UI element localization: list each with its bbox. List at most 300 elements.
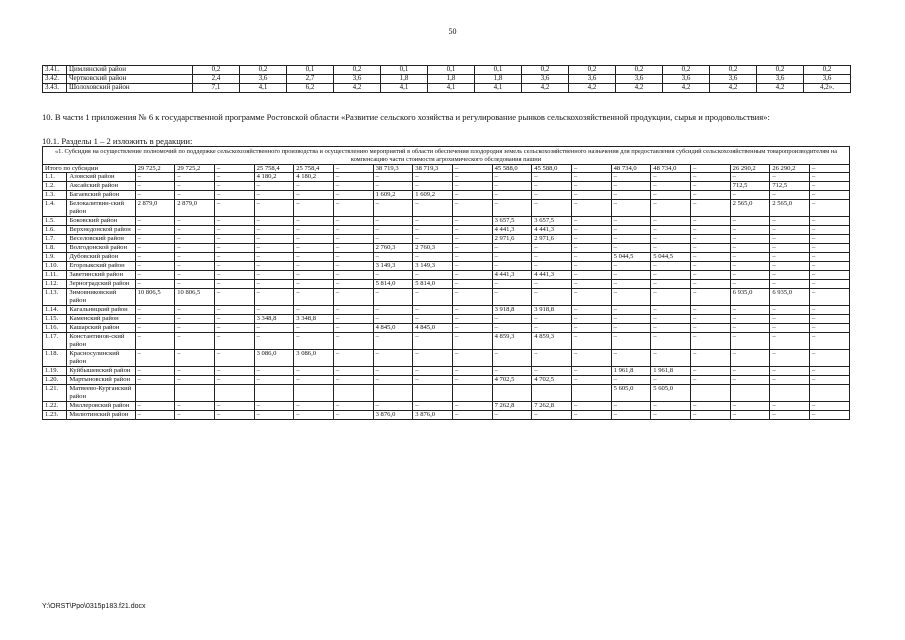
table-cell: – [571, 402, 611, 411]
district-name: Азовский район [67, 173, 135, 182]
table-cell: 2 879,0 [175, 200, 215, 217]
table-cell: – [294, 253, 334, 262]
table-cell: – [373, 271, 413, 280]
table-cell: – [770, 411, 810, 420]
table-cell: – [651, 262, 691, 271]
amendment-paragraph: 10. В части 1 приложения № 6 к государственной программе Ростовской области «Развитие сельского хозяйства и регулирование рынков сельскохозяйственной продукции, сырья и продовольствия»: [42, 112, 770, 122]
table-cell: – [413, 253, 453, 262]
table-cell: – [175, 280, 215, 289]
table-cell: 45 588,0 [532, 165, 572, 173]
table-cell: 0,2 [710, 66, 757, 75]
table-cell: – [611, 226, 651, 235]
table-cell: – [452, 350, 492, 367]
table-cell: – [730, 315, 770, 324]
table-cell: – [651, 376, 691, 385]
table-cell: – [690, 262, 730, 271]
table-cell: – [373, 315, 413, 324]
table-cell: – [532, 280, 572, 289]
table-cell: 38 719,3 [413, 165, 453, 173]
table-cell: 3,6 [663, 75, 710, 84]
row-number: 1.23. [43, 411, 67, 420]
table-cell: – [135, 226, 175, 235]
district-name: Кагальницкий район [67, 306, 135, 315]
table-cell: – [809, 244, 849, 253]
table-cell: – [413, 182, 453, 191]
table-cell: – [135, 324, 175, 333]
table-cell: – [333, 289, 373, 306]
row-number: 1.18. [43, 350, 67, 367]
row-number: 1.2. [43, 182, 67, 191]
district-name: Зерноградский район [67, 280, 135, 289]
table-cell: – [571, 367, 611, 376]
table-cell: – [690, 253, 730, 262]
table-cell: – [492, 173, 532, 182]
table-cell: – [611, 262, 651, 271]
table-cell [730, 385, 770, 402]
table-cell: 3,6 [522, 75, 569, 84]
table-row [43, 376, 850, 385]
table-cell: – [809, 306, 849, 315]
table-cell: 6,2 [287, 84, 334, 93]
table-cell: – [809, 315, 849, 324]
table-cell: – [294, 226, 334, 235]
table-cell: – [214, 402, 254, 411]
table-row [43, 244, 850, 253]
table-cell: – [214, 289, 254, 306]
table-cell: – [571, 173, 611, 182]
table-cell: – [770, 226, 810, 235]
table-cell: – [730, 253, 770, 262]
table-cell [492, 385, 532, 402]
table-cell: 48 734,0 [611, 165, 651, 173]
table-cell: – [492, 182, 532, 191]
table-cell: – [492, 280, 532, 289]
district-name: Цимлянский район [67, 66, 193, 75]
table-cell: – [373, 235, 413, 244]
table-cell: 5 814,0 [413, 280, 453, 289]
table-cell: 4,2 [334, 84, 381, 93]
table-cell: – [175, 315, 215, 324]
table-cell: – [333, 324, 373, 333]
table-cell: – [492, 191, 532, 200]
table-cell: 2 879,0 [135, 200, 175, 217]
table-cell: – [175, 271, 215, 280]
table-cell: – [254, 376, 294, 385]
table-cell: – [373, 306, 413, 315]
table-row [43, 306, 850, 315]
table-cell: – [135, 333, 175, 350]
table-cell: – [571, 289, 611, 306]
table-cell: – [730, 280, 770, 289]
table-cell: – [214, 333, 254, 350]
table-cell: – [452, 244, 492, 253]
table-cell: 1,8 [428, 75, 475, 84]
table-cell: – [373, 376, 413, 385]
page-number: 50 [448, 27, 457, 36]
table-cell: – [532, 244, 572, 253]
table-cell: 0,2 [663, 66, 710, 75]
table-cell: – [651, 200, 691, 217]
table-cell: – [809, 367, 849, 376]
table-cell: – [809, 191, 849, 200]
table-cell: 3 918,8 [492, 306, 532, 315]
table-row [43, 217, 850, 226]
table-cell: 0,1 [287, 66, 334, 75]
table-row [43, 235, 850, 244]
table-cell: – [571, 376, 611, 385]
table-cell: 26 290,2 [770, 165, 810, 173]
table-cell: – [651, 324, 691, 333]
table-cell: – [413, 350, 453, 367]
table-cell: – [532, 324, 572, 333]
table-cell: – [333, 262, 373, 271]
table-cell: – [254, 182, 294, 191]
table-cell: 4 702,5 [532, 376, 572, 385]
table-cell: – [730, 271, 770, 280]
table-cell: – [690, 271, 730, 280]
table-cell: – [690, 200, 730, 217]
table-cell [452, 385, 492, 402]
table-cell: – [611, 182, 651, 191]
table-cell: – [294, 217, 334, 226]
table-cell: 29 725,2 [175, 165, 215, 173]
table-cell: – [214, 200, 254, 217]
table-cell: – [730, 376, 770, 385]
table-cell: 3,6 [569, 75, 616, 84]
table-cell [254, 385, 294, 402]
table-cell: 0,2 [616, 66, 663, 75]
table-cell: – [254, 324, 294, 333]
district-name: Чертковский район [67, 75, 193, 84]
table-cell: – [611, 289, 651, 306]
table-cell: – [571, 350, 611, 367]
table-cell: – [135, 217, 175, 226]
table-cell: 3 876,0 [413, 411, 453, 420]
table-cell: – [532, 191, 572, 200]
table-cell: – [175, 324, 215, 333]
table-cell: – [492, 324, 532, 333]
table-cell: – [809, 262, 849, 271]
table-cell: – [294, 376, 334, 385]
table-cell: 4 441,3 [532, 271, 572, 280]
table-cell [373, 385, 413, 402]
table-cell: 4 441,3 [492, 226, 532, 235]
table-cell: – [452, 411, 492, 420]
table-cell [413, 385, 453, 402]
table-cell: – [611, 315, 651, 324]
table-cell: – [452, 217, 492, 226]
table-cell: 0,2 [804, 66, 851, 75]
table-cell: – [809, 182, 849, 191]
table-cell: – [611, 411, 651, 420]
table-row [43, 280, 850, 289]
table-cell: – [770, 333, 810, 350]
table-cell: – [651, 306, 691, 315]
table-cell: – [333, 306, 373, 315]
table-cell: – [175, 376, 215, 385]
table-cell: – [532, 289, 572, 306]
table-cell: – [770, 173, 810, 182]
table-cell: – [135, 173, 175, 182]
table-cell: – [809, 217, 849, 226]
table-row [43, 411, 850, 420]
district-name: Верхнедонской район [67, 226, 135, 235]
table-cell: – [452, 173, 492, 182]
table-cell: – [651, 280, 691, 289]
table-cell [532, 385, 572, 402]
table-cell: – [333, 244, 373, 253]
table-cell: – [452, 253, 492, 262]
table-cell: – [611, 173, 651, 182]
table-cell: 3 086,0 [254, 350, 294, 367]
table-cell: – [135, 262, 175, 271]
table-cell: – [770, 280, 810, 289]
table-cell: – [690, 182, 730, 191]
table-cell: 7,1 [193, 84, 240, 93]
table-cell: – [809, 165, 849, 173]
table-cell: – [452, 402, 492, 411]
table-row [43, 182, 850, 191]
row-number: 1.19. [43, 367, 67, 376]
table-cell: – [452, 324, 492, 333]
table-cell: 1 609,2 [413, 191, 453, 200]
table-cell: 4 441,3 [532, 226, 572, 235]
table-cell: – [690, 315, 730, 324]
table-cell: – [809, 333, 849, 350]
table-cell: – [214, 306, 254, 315]
row-number: 3.41. [43, 66, 67, 75]
table-cell: – [611, 350, 651, 367]
table-cell: – [492, 262, 532, 271]
table-cell: – [294, 306, 334, 315]
row-number: 1.14. [43, 306, 67, 315]
table-cell: 1,8 [475, 75, 522, 84]
table-cell: 25 758,4 [294, 165, 334, 173]
table-cell: – [413, 226, 453, 235]
table-cell: 48 734,0 [651, 165, 691, 173]
table-cell: 4 441,3 [492, 271, 532, 280]
table-cell: – [571, 253, 611, 262]
table-cell: – [452, 289, 492, 306]
table-cell: 2 760,3 [373, 244, 413, 253]
table-cell: – [532, 315, 572, 324]
file-path-footer: Y:\ORST\Ppo\0315p183.f21.docx [42, 603, 146, 610]
table-cell: 2 971,6 [492, 235, 532, 244]
table-cell: 1,8 [381, 75, 428, 84]
table-cell: – [690, 217, 730, 226]
table-cell: – [413, 200, 453, 217]
table-cell: – [214, 235, 254, 244]
table-cell: 4,1 [240, 84, 287, 93]
table-cell: – [492, 253, 532, 262]
table-cell: – [135, 350, 175, 367]
table-cell: 5 044,5 [611, 253, 651, 262]
table-row [43, 315, 850, 324]
table-cell: – [175, 182, 215, 191]
table-cell: 3 149,3 [413, 262, 453, 271]
table-cell: – [809, 289, 849, 306]
table-cell: 3 918,8 [532, 306, 572, 315]
table-cell: 38 719,3 [373, 165, 413, 173]
table-cell: – [135, 367, 175, 376]
table-cell: – [611, 333, 651, 350]
table-cell: 0,2 [569, 66, 616, 75]
table-row [43, 226, 850, 235]
table-cell: 0,2 [522, 66, 569, 75]
row-number: 1.3. [43, 191, 67, 200]
row-number: 1.12. [43, 280, 67, 289]
table-cell: – [770, 376, 810, 385]
district-name: Шолоховский район [67, 84, 193, 93]
table-cell: – [809, 324, 849, 333]
table-cell: 4,2 [569, 84, 616, 93]
table-row [43, 271, 850, 280]
table-cell: – [452, 165, 492, 173]
table-cell: 6 935,0 [730, 289, 770, 306]
row-number: 1.7. [43, 235, 67, 244]
table-cell: – [294, 191, 334, 200]
table-cell: – [135, 306, 175, 315]
table-cell: – [175, 173, 215, 182]
table-row [43, 84, 851, 93]
table-cell: – [333, 333, 373, 350]
table-cell: – [135, 280, 175, 289]
amendment-subparagraph: 10.1. Разделы 1 – 2 изложить в редакции: [42, 136, 193, 146]
table-cell: – [333, 376, 373, 385]
table-cell: – [333, 402, 373, 411]
table-cell: – [254, 200, 294, 217]
table-cell: – [809, 173, 849, 182]
table-cell: – [730, 226, 770, 235]
table-cell: – [532, 182, 572, 191]
table-row [43, 200, 850, 217]
table-cell: – [214, 165, 254, 173]
table-cell: – [730, 324, 770, 333]
table-cell: – [135, 315, 175, 324]
table-cell: – [214, 324, 254, 333]
table-cell: – [254, 306, 294, 315]
table-cell: – [571, 280, 611, 289]
table-cell: – [809, 253, 849, 262]
table-cell [135, 385, 175, 402]
table-cell: – [175, 191, 215, 200]
district-name: Аксайский район [67, 182, 135, 191]
row-number: 1.20. [43, 376, 67, 385]
table-cell: 3 657,5 [492, 217, 532, 226]
table-cell: – [690, 350, 730, 367]
table-cell: – [333, 315, 373, 324]
table-cell: – [413, 173, 453, 182]
table-cell: – [532, 200, 572, 217]
table-cell: 6 935,0 [770, 289, 810, 306]
table-cell: – [651, 333, 691, 350]
table-cell: – [690, 165, 730, 173]
table-cell: – [214, 367, 254, 376]
table-cell: – [175, 262, 215, 271]
row-number: 1.15. [43, 315, 67, 324]
table-cell: – [532, 253, 572, 262]
table-cell: 1 609,2 [373, 191, 413, 200]
table-cell: 5 044,5 [651, 253, 691, 262]
district-name: Боковский район [67, 217, 135, 226]
total-label: Итого по субсидии [43, 165, 136, 173]
table-cell: – [651, 191, 691, 200]
table-cell: – [254, 217, 294, 226]
table-cell: – [333, 173, 373, 182]
table-cell: – [690, 306, 730, 315]
table-cell: – [690, 191, 730, 200]
table-cell: 712,5 [730, 182, 770, 191]
table-cell: – [452, 333, 492, 350]
table-cell: – [571, 324, 611, 333]
table-cell: – [333, 253, 373, 262]
table-cell: – [214, 182, 254, 191]
table-cell: – [809, 226, 849, 235]
row-number: 1.22. [43, 402, 67, 411]
table-cell: – [690, 367, 730, 376]
district-name: Мартыновский район [67, 376, 135, 385]
table-cell: – [730, 411, 770, 420]
table-cell: – [413, 217, 453, 226]
table-cell: – [730, 350, 770, 367]
row-number: 1.6. [43, 226, 67, 235]
table-cell: 4 180,2 [294, 173, 334, 182]
district-name: Константинов-ский район [67, 333, 135, 350]
section-header: «1. Субсидия на осуществление полномочий по поддержке сельскохозяйственного производства и осуществлению мероприятий в области обеспечения плодородия земель сельскохозяйственного назначения для предоставления субсидий сельскохозяйственным товаропроизводителям на компенсацию части стоимости агрохимического обследования пашни [43, 147, 850, 165]
table-cell: – [571, 200, 611, 217]
table-cell: 4,2 [522, 84, 569, 93]
table-cell: – [373, 333, 413, 350]
table-cell: – [770, 324, 810, 333]
table-cell [214, 385, 254, 402]
section-header-row [43, 147, 850, 165]
table-cell: 4,1 [475, 84, 522, 93]
subsidy-table [42, 146, 850, 420]
district-name: Зимовниковский район [67, 289, 135, 306]
continued-table [42, 65, 851, 93]
table-cell: 26 290,2 [730, 165, 770, 173]
table-cell: – [611, 280, 651, 289]
row-number: 3.43. [43, 84, 67, 93]
table-cell: – [690, 235, 730, 244]
table-row [43, 402, 850, 411]
table-cell: – [214, 253, 254, 262]
table-cell: – [175, 402, 215, 411]
table-cell: – [452, 226, 492, 235]
table-cell: 1 961,8 [651, 367, 691, 376]
table-cell: 0,2 [193, 66, 240, 75]
table-cell: – [492, 411, 532, 420]
table-cell: – [809, 235, 849, 244]
table-cell: 2 565,0 [770, 200, 810, 217]
table-cell: – [135, 235, 175, 244]
table-cell: – [730, 306, 770, 315]
table-cell: – [770, 244, 810, 253]
table-cell: – [690, 411, 730, 420]
table-cell: – [333, 235, 373, 244]
row-number: 1.1. [43, 173, 67, 182]
table-cell: 3 149,3 [373, 262, 413, 271]
table-row [43, 262, 850, 271]
table-cell: – [373, 367, 413, 376]
table-cell: 4,2 [663, 84, 710, 93]
table-cell: 3,6 [334, 75, 381, 84]
table-cell: – [730, 262, 770, 271]
table-cell: – [809, 376, 849, 385]
table-cell: – [809, 402, 849, 411]
table-cell: – [333, 226, 373, 235]
table-row [43, 289, 850, 306]
